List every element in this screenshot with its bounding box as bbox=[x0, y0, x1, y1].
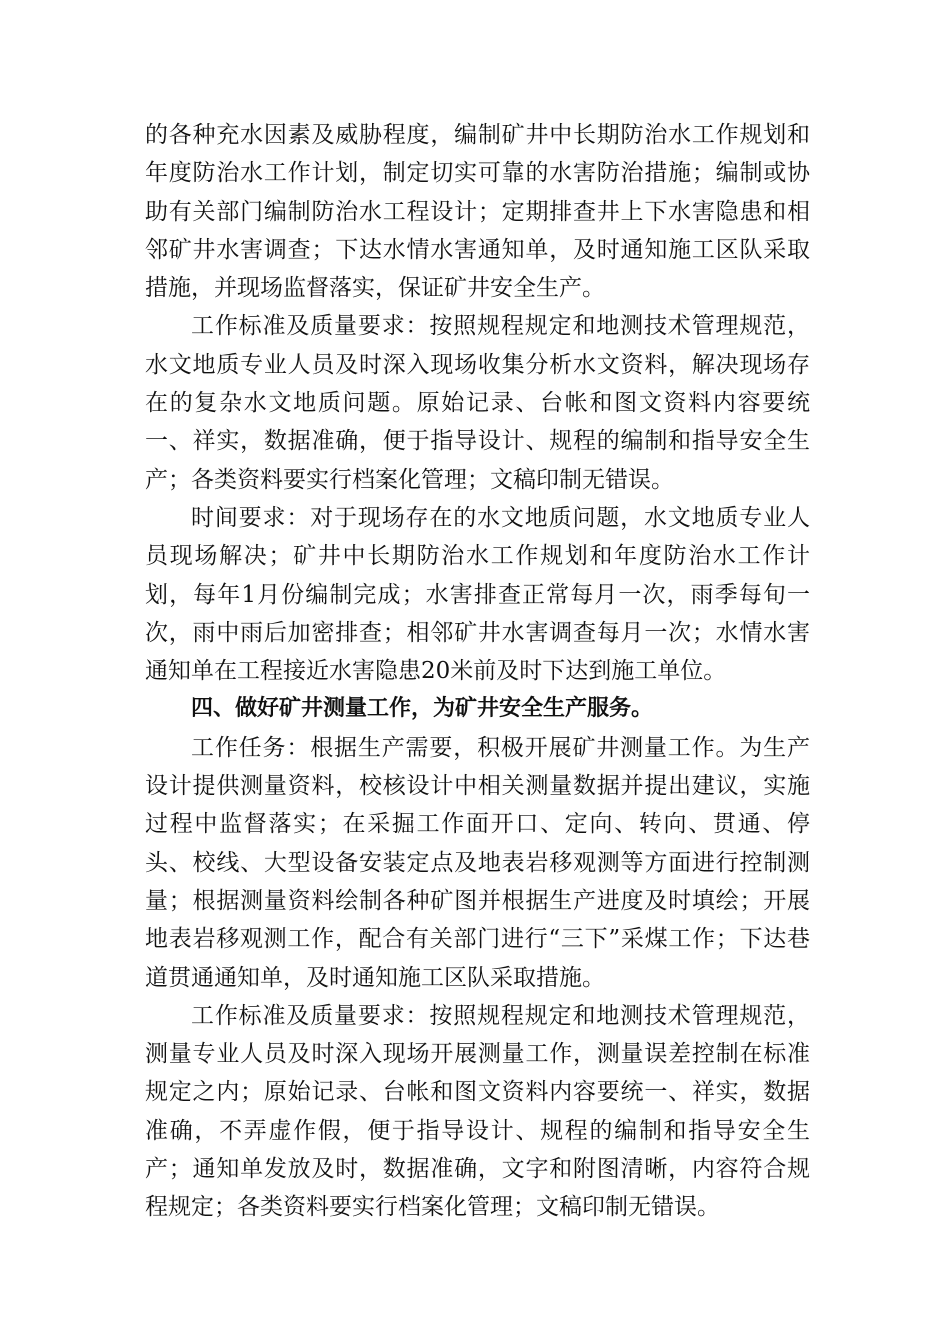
paragraph-surveying-tasks: 工作任务：根据生产需要，积极开展矿井测量工作。为生产设计提供测量资料，校核设计中相关测量数据并提出建议，实施过程中监督落实；在采掘工作面开口、定向、转向、贯通、停头、校线、大型设备安装定点及地表岩移观测等方面进行控制测量；根据测量资料绘制各种矿图并根据生产进度及时填绘；开展地表岩移观测工作，配合有关部门进行“三下”采煤工作；下达巷道贯通通知单，及时通知施工区队采取措施。 bbox=[145, 734, 810, 991]
section-heading-surveying: 四、做好矿井测量工作，为矿井安全生产服务。 bbox=[191, 696, 654, 722]
paragraph-hydro-quality-standards: 工作标准及质量要求：按照规程规定和地测技术管理规范，水文地质专业人员及时深入现场收集分析水文资料，解决现场存在的复杂水文地质问题。原始记录、台帐和图文资料内容要统一、祥实，数据准确，便于指导设计、规程的编制和指导安全生产；各类资料要实行档案化管理；文稿印制无错误。 bbox=[145, 313, 810, 493]
paragraph-surveying-quality-standards: 工作标准及质量要求：按照规程规定和地测技术管理规范，测量专业人员及时深入现场开展测量工作，测量误差控制在标准规定之内；原始记录、台帐和图文资料内容要统一、祥实，数据准确，不弄虚作假，便于指导设计、规程的编制和指导安全生产；通知单发放及时，数据准确，文字和附图清晰，内容符合规程规定；各类资料要实行档案化管理；文稿印制无错误。 bbox=[145, 1002, 810, 1221]
paragraph-time-requirements: 时间要求：对于现场存在的水文地质问题，水文地质专业人员现场解决；矿井中长期防治水工作规划和年度防治水工作计划，每年1月份编制完成；水害排查正常每月一次，雨季每旬一次，雨中雨后加密排查；相邻矿井水害调查每月一次；水情水害通知单在工程接近水害隐患20米前及时下达到施工单位。 bbox=[145, 504, 810, 685]
document-page bbox=[145, 116, 810, 1227]
paragraph-water-prevention-tasks: 的各种充水因素及威胁程度，编制矿井中长期防治水工作规划和年度防治水工作计划，制定切实可靠的水害防治措施；编制或协助有关部门编制防治水工程设计；定期排查井上下水害隐患和相邻矿井水害调查；下达水情水害通知单，及时通知施工区队采取措施，并现场监督落实，保证矿井安全生产。 bbox=[145, 122, 810, 302]
